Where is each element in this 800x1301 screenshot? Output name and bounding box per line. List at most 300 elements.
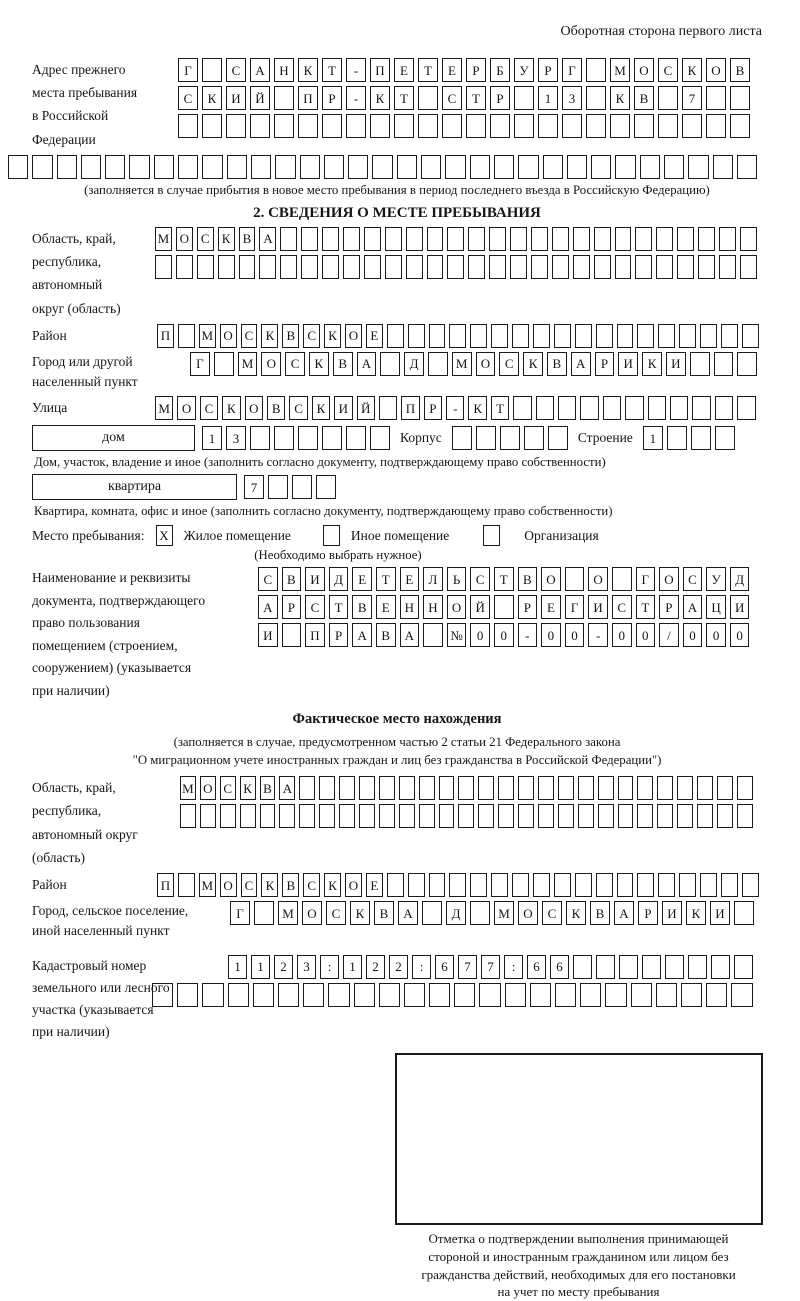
char-cell[interactable]: Р: [424, 396, 442, 420]
char-cell[interactable]: 3: [562, 86, 582, 110]
char-cell[interactable]: [452, 426, 472, 450]
char-cell[interactable]: [637, 873, 654, 897]
char-cell[interactable]: 1: [538, 86, 558, 110]
char-cell[interactable]: [202, 114, 222, 138]
char-cell[interactable]: [178, 114, 198, 138]
char-cell[interactable]: [197, 255, 214, 279]
char-cell[interactable]: С: [226, 58, 246, 82]
char-cell[interactable]: [379, 776, 395, 800]
char-cell[interactable]: [637, 776, 653, 800]
char-cell[interactable]: [555, 983, 576, 1007]
char-cell[interactable]: [254, 901, 274, 925]
char-cell[interactable]: [682, 114, 702, 138]
char-cell[interactable]: [364, 227, 381, 251]
char-cell[interactable]: О: [200, 776, 216, 800]
char-cell[interactable]: [558, 804, 574, 828]
char-cell[interactable]: [656, 227, 673, 251]
char-cell[interactable]: [737, 155, 757, 179]
char-cell[interactable]: К: [682, 58, 702, 82]
char-cell[interactable]: [742, 324, 759, 348]
char-cell[interactable]: С: [197, 227, 214, 251]
char-cell[interactable]: [594, 227, 611, 251]
char-cell[interactable]: Т: [329, 595, 349, 619]
char-cell[interactable]: 6: [435, 955, 454, 979]
char-cell[interactable]: А: [614, 901, 634, 925]
char-cell[interactable]: [565, 567, 585, 591]
char-cell[interactable]: [449, 873, 466, 897]
char-cell[interactable]: Г: [230, 901, 250, 925]
char-cell[interactable]: [299, 804, 315, 828]
char-cell[interactable]: О: [447, 595, 467, 619]
char-cell[interactable]: [640, 155, 660, 179]
char-cell[interactable]: [274, 114, 294, 138]
char-cell[interactable]: Н: [400, 595, 420, 619]
char-cell[interactable]: [328, 983, 349, 1007]
char-cell[interactable]: [489, 227, 506, 251]
house-type-box[interactable]: дом: [32, 425, 195, 451]
char-cell[interactable]: [348, 155, 368, 179]
char-cell[interactable]: [714, 352, 734, 376]
char-cell[interactable]: [618, 804, 634, 828]
char-cell[interactable]: [586, 58, 606, 82]
char-cell[interactable]: [510, 255, 527, 279]
char-cell[interactable]: [470, 155, 490, 179]
char-cell[interactable]: Р: [595, 352, 615, 376]
char-cell[interactable]: [57, 155, 77, 179]
char-cell[interactable]: А: [250, 58, 270, 82]
char-cell[interactable]: [742, 873, 759, 897]
char-cell[interactable]: Е: [366, 873, 383, 897]
char-cell[interactable]: [250, 114, 270, 138]
char-cell[interactable]: [343, 227, 360, 251]
char-cell[interactable]: Т: [466, 86, 486, 110]
char-cell[interactable]: К: [642, 352, 662, 376]
char-cell[interactable]: 1: [643, 426, 663, 450]
char-cell[interactable]: П: [157, 873, 174, 897]
char-cell[interactable]: 7: [458, 955, 477, 979]
char-cell[interactable]: [301, 227, 318, 251]
char-cell[interactable]: [698, 255, 715, 279]
char-cell[interactable]: [316, 475, 336, 499]
char-cell[interactable]: [322, 227, 339, 251]
char-cell[interactable]: [280, 227, 297, 251]
char-cell[interactable]: Р: [638, 901, 658, 925]
char-cell[interactable]: [634, 114, 654, 138]
char-cell[interactable]: И: [588, 595, 608, 619]
char-cell[interactable]: О: [245, 396, 263, 420]
char-cell[interactable]: [596, 873, 613, 897]
char-cell[interactable]: [642, 955, 661, 979]
char-cell[interactable]: [466, 114, 486, 138]
char-cell[interactable]: [711, 955, 730, 979]
char-cell[interactable]: [690, 352, 710, 376]
char-cell[interactable]: А: [259, 227, 276, 251]
char-cell[interactable]: №: [447, 623, 467, 647]
char-cell[interactable]: В: [547, 352, 567, 376]
char-cell[interactable]: [538, 114, 558, 138]
char-cell[interactable]: [512, 324, 529, 348]
char-cell[interactable]: :: [320, 955, 339, 979]
char-cell[interactable]: И: [666, 352, 686, 376]
char-cell[interactable]: И: [710, 901, 730, 925]
char-cell[interactable]: Л: [423, 567, 443, 591]
char-cell[interactable]: Т: [376, 567, 396, 591]
char-cell[interactable]: [721, 873, 738, 897]
char-cell[interactable]: О: [261, 352, 281, 376]
char-cell[interactable]: [298, 114, 318, 138]
char-cell[interactable]: Г: [178, 58, 198, 82]
char-cell[interactable]: [681, 983, 702, 1007]
char-cell[interactable]: [533, 873, 550, 897]
char-cell[interactable]: [538, 776, 554, 800]
char-cell[interactable]: [105, 155, 125, 179]
char-cell[interactable]: [637, 324, 654, 348]
char-cell[interactable]: [594, 255, 611, 279]
char-cell[interactable]: Д: [404, 352, 424, 376]
char-cell[interactable]: [370, 114, 390, 138]
char-cell[interactable]: [129, 155, 149, 179]
char-cell[interactable]: [586, 86, 606, 110]
char-cell[interactable]: [658, 114, 678, 138]
char-cell[interactable]: [292, 475, 312, 499]
char-cell[interactable]: К: [309, 352, 329, 376]
char-cell[interactable]: М: [180, 776, 196, 800]
char-cell[interactable]: 6: [527, 955, 546, 979]
char-cell[interactable]: Р: [466, 58, 486, 82]
char-cell[interactable]: [385, 255, 402, 279]
char-cell[interactable]: Д: [446, 901, 466, 925]
char-cell[interactable]: [664, 155, 684, 179]
char-cell[interactable]: [617, 324, 634, 348]
char-cell[interactable]: Р: [659, 595, 679, 619]
char-cell[interactable]: А: [683, 595, 703, 619]
char-cell[interactable]: [591, 155, 611, 179]
char-cell[interactable]: [619, 955, 638, 979]
char-cell[interactable]: [670, 396, 688, 420]
char-cell[interactable]: [706, 86, 726, 110]
char-cell[interactable]: О: [176, 227, 193, 251]
char-cell[interactable]: [554, 873, 571, 897]
char-cell[interactable]: [218, 255, 235, 279]
char-cell[interactable]: /: [659, 623, 679, 647]
char-cell[interactable]: [688, 955, 707, 979]
char-cell[interactable]: [625, 396, 643, 420]
char-cell[interactable]: 0: [494, 623, 514, 647]
char-cell[interactable]: [202, 58, 222, 82]
char-cell[interactable]: [543, 155, 563, 179]
char-cell[interactable]: П: [298, 86, 318, 110]
char-cell[interactable]: [615, 227, 632, 251]
char-cell[interactable]: [454, 983, 475, 1007]
char-cell[interactable]: М: [452, 352, 472, 376]
char-cell[interactable]: [730, 86, 750, 110]
char-cell[interactable]: [578, 804, 594, 828]
char-cell[interactable]: В: [590, 901, 610, 925]
char-cell[interactable]: Й: [470, 595, 490, 619]
char-cell[interactable]: [387, 324, 404, 348]
char-cell[interactable]: [598, 804, 614, 828]
char-cell[interactable]: В: [282, 873, 299, 897]
char-cell[interactable]: 2: [366, 955, 385, 979]
char-cell[interactable]: [419, 804, 435, 828]
char-cell[interactable]: Е: [541, 595, 561, 619]
char-cell[interactable]: [178, 873, 195, 897]
char-cell[interactable]: К: [610, 86, 630, 110]
char-cell[interactable]: [706, 983, 727, 1007]
char-cell[interactable]: [510, 227, 527, 251]
char-cell[interactable]: [500, 426, 520, 450]
char-cell[interactable]: Г: [562, 58, 582, 82]
char-cell[interactable]: Т: [394, 86, 414, 110]
char-cell[interactable]: [408, 324, 425, 348]
char-cell[interactable]: С: [658, 58, 678, 82]
char-cell[interactable]: [538, 804, 554, 828]
char-cell[interactable]: О: [588, 567, 608, 591]
char-cell[interactable]: С: [499, 352, 519, 376]
char-cell[interactable]: [322, 114, 342, 138]
char-cell[interactable]: 0: [470, 623, 490, 647]
char-cell[interactable]: В: [730, 58, 750, 82]
char-cell[interactable]: [322, 255, 339, 279]
char-cell[interactable]: [514, 86, 534, 110]
char-cell[interactable]: [489, 255, 506, 279]
char-cell[interactable]: [359, 776, 375, 800]
char-cell[interactable]: [370, 426, 390, 450]
char-cell[interactable]: 0: [612, 623, 632, 647]
char-cell[interactable]: [518, 155, 538, 179]
char-cell[interactable]: Т: [494, 567, 514, 591]
char-cell[interactable]: В: [374, 901, 394, 925]
char-cell[interactable]: [470, 901, 490, 925]
char-cell[interactable]: Е: [352, 567, 372, 591]
char-cell[interactable]: В: [376, 623, 396, 647]
char-cell[interactable]: М: [155, 227, 172, 251]
char-cell[interactable]: [717, 776, 733, 800]
char-cell[interactable]: А: [400, 623, 420, 647]
char-cell[interactable]: Т: [636, 595, 656, 619]
char-cell[interactable]: С: [470, 567, 490, 591]
char-cell[interactable]: Т: [491, 396, 509, 420]
char-cell[interactable]: [32, 155, 52, 179]
char-cell[interactable]: [717, 804, 733, 828]
char-cell[interactable]: С: [220, 776, 236, 800]
char-cell[interactable]: И: [258, 623, 278, 647]
char-cell[interactable]: М: [199, 324, 216, 348]
char-cell[interactable]: [692, 396, 710, 420]
char-cell[interactable]: [81, 155, 101, 179]
char-cell[interactable]: С: [200, 396, 218, 420]
char-cell[interactable]: [586, 114, 606, 138]
char-cell[interactable]: [354, 983, 375, 1007]
char-cell[interactable]: [274, 426, 294, 450]
char-cell[interactable]: [250, 426, 270, 450]
char-cell[interactable]: С: [241, 873, 258, 897]
char-cell[interactable]: О: [659, 567, 679, 591]
char-cell[interactable]: В: [267, 396, 285, 420]
char-cell[interactable]: [656, 255, 673, 279]
char-cell[interactable]: [178, 324, 195, 348]
char-cell[interactable]: [665, 955, 684, 979]
char-cell[interactable]: Р: [518, 595, 538, 619]
char-cell[interactable]: [490, 114, 510, 138]
char-cell[interactable]: [447, 255, 464, 279]
char-cell[interactable]: [282, 623, 302, 647]
char-cell[interactable]: [319, 804, 335, 828]
char-cell[interactable]: [562, 114, 582, 138]
char-cell[interactable]: А: [258, 595, 278, 619]
char-cell[interactable]: [657, 776, 673, 800]
char-cell[interactable]: [617, 873, 634, 897]
checkbox-other-premises[interactable]: [323, 525, 340, 546]
char-cell[interactable]: И: [662, 901, 682, 925]
char-cell[interactable]: В: [518, 567, 538, 591]
char-cell[interactable]: Б: [490, 58, 510, 82]
char-cell[interactable]: А: [398, 901, 418, 925]
char-cell[interactable]: [299, 776, 315, 800]
char-cell[interactable]: -: [446, 396, 464, 420]
char-cell[interactable]: [359, 804, 375, 828]
char-cell[interactable]: [226, 114, 246, 138]
char-cell[interactable]: К: [468, 396, 486, 420]
char-cell[interactable]: 7: [682, 86, 702, 110]
char-cell[interactable]: [548, 426, 568, 450]
char-cell[interactable]: О: [476, 352, 496, 376]
char-cell[interactable]: [278, 983, 299, 1007]
char-cell[interactable]: [324, 155, 344, 179]
char-cell[interactable]: П: [157, 324, 174, 348]
char-cell[interactable]: [259, 255, 276, 279]
char-cell[interactable]: К: [261, 873, 278, 897]
char-cell[interactable]: [605, 983, 626, 1007]
char-cell[interactable]: [154, 155, 174, 179]
char-cell[interactable]: Е: [376, 595, 396, 619]
char-cell[interactable]: [418, 114, 438, 138]
char-cell[interactable]: [180, 804, 196, 828]
char-cell[interactable]: [447, 227, 464, 251]
char-cell[interactable]: Р: [538, 58, 558, 82]
char-cell[interactable]: К: [218, 227, 235, 251]
char-cell[interactable]: Р: [322, 86, 342, 110]
char-cell[interactable]: [677, 804, 693, 828]
char-cell[interactable]: 2: [274, 955, 293, 979]
char-cell[interactable]: -: [346, 58, 366, 82]
char-cell[interactable]: К: [202, 86, 222, 110]
char-cell[interactable]: М: [199, 873, 216, 897]
char-cell[interactable]: К: [686, 901, 706, 925]
char-cell[interactable]: [737, 396, 755, 420]
char-cell[interactable]: [679, 873, 696, 897]
char-cell[interactable]: М: [494, 901, 514, 925]
char-cell[interactable]: [575, 873, 592, 897]
char-cell[interactable]: О: [177, 396, 195, 420]
char-cell[interactable]: [429, 324, 446, 348]
char-cell[interactable]: В: [282, 567, 302, 591]
char-cell[interactable]: 1: [228, 955, 247, 979]
char-cell[interactable]: П: [305, 623, 325, 647]
char-cell[interactable]: [667, 426, 687, 450]
char-cell[interactable]: [498, 776, 514, 800]
char-cell[interactable]: А: [352, 623, 372, 647]
char-cell[interactable]: И: [618, 352, 638, 376]
char-cell[interactable]: 3: [226, 426, 246, 450]
char-cell[interactable]: Ь: [447, 567, 467, 591]
char-cell[interactable]: [615, 155, 635, 179]
char-cell[interactable]: [8, 155, 28, 179]
char-cell[interactable]: :: [412, 955, 431, 979]
char-cell[interactable]: Д: [730, 567, 750, 591]
char-cell[interactable]: [214, 352, 234, 376]
char-cell[interactable]: [422, 901, 442, 925]
char-cell[interactable]: 2: [389, 955, 408, 979]
char-cell[interactable]: [734, 955, 753, 979]
char-cell[interactable]: [740, 255, 757, 279]
char-cell[interactable]: К: [566, 901, 586, 925]
char-cell[interactable]: О: [345, 324, 362, 348]
char-cell[interactable]: [536, 396, 554, 420]
char-cell[interactable]: Т: [322, 58, 342, 82]
char-cell[interactable]: С: [683, 567, 703, 591]
char-cell[interactable]: [578, 776, 594, 800]
char-cell[interactable]: С: [305, 595, 325, 619]
char-cell[interactable]: П: [370, 58, 390, 82]
char-cell[interactable]: [656, 983, 677, 1007]
char-cell[interactable]: [427, 227, 444, 251]
char-cell[interactable]: [240, 804, 256, 828]
char-cell[interactable]: О: [706, 58, 726, 82]
char-cell[interactable]: [706, 114, 726, 138]
char-cell[interactable]: К: [523, 352, 543, 376]
char-cell[interactable]: [178, 155, 198, 179]
char-cell[interactable]: [533, 324, 550, 348]
char-cell[interactable]: [372, 155, 392, 179]
char-cell[interactable]: [458, 804, 474, 828]
char-cell[interactable]: 0: [565, 623, 585, 647]
char-cell[interactable]: [573, 255, 590, 279]
char-cell[interactable]: -: [588, 623, 608, 647]
char-cell[interactable]: 1: [202, 426, 222, 450]
char-cell[interactable]: [380, 352, 400, 376]
char-cell[interactable]: Ц: [706, 595, 726, 619]
char-cell[interactable]: [677, 776, 693, 800]
char-cell[interactable]: И: [226, 86, 246, 110]
char-cell[interactable]: [346, 114, 366, 138]
char-cell[interactable]: [731, 983, 752, 1007]
char-cell[interactable]: [385, 227, 402, 251]
char-cell[interactable]: 3: [297, 955, 316, 979]
char-cell[interactable]: [715, 426, 735, 450]
char-cell[interactable]: [530, 983, 551, 1007]
char-cell[interactable]: [442, 114, 462, 138]
char-cell[interactable]: [176, 255, 193, 279]
char-cell[interactable]: [220, 804, 236, 828]
char-cell[interactable]: Е: [442, 58, 462, 82]
char-cell[interactable]: [319, 776, 335, 800]
char-cell[interactable]: [524, 426, 544, 450]
char-cell[interactable]: [470, 873, 487, 897]
char-cell[interactable]: [279, 804, 295, 828]
char-cell[interactable]: [394, 114, 414, 138]
char-cell[interactable]: [387, 873, 404, 897]
char-cell[interactable]: [596, 324, 613, 348]
char-cell[interactable]: Д: [329, 567, 349, 591]
char-cell[interactable]: [439, 804, 455, 828]
char-cell[interactable]: [721, 324, 738, 348]
char-cell[interactable]: [558, 396, 576, 420]
char-cell[interactable]: 1: [251, 955, 270, 979]
char-cell[interactable]: [200, 804, 216, 828]
char-cell[interactable]: [478, 804, 494, 828]
char-cell[interactable]: О: [541, 567, 561, 591]
